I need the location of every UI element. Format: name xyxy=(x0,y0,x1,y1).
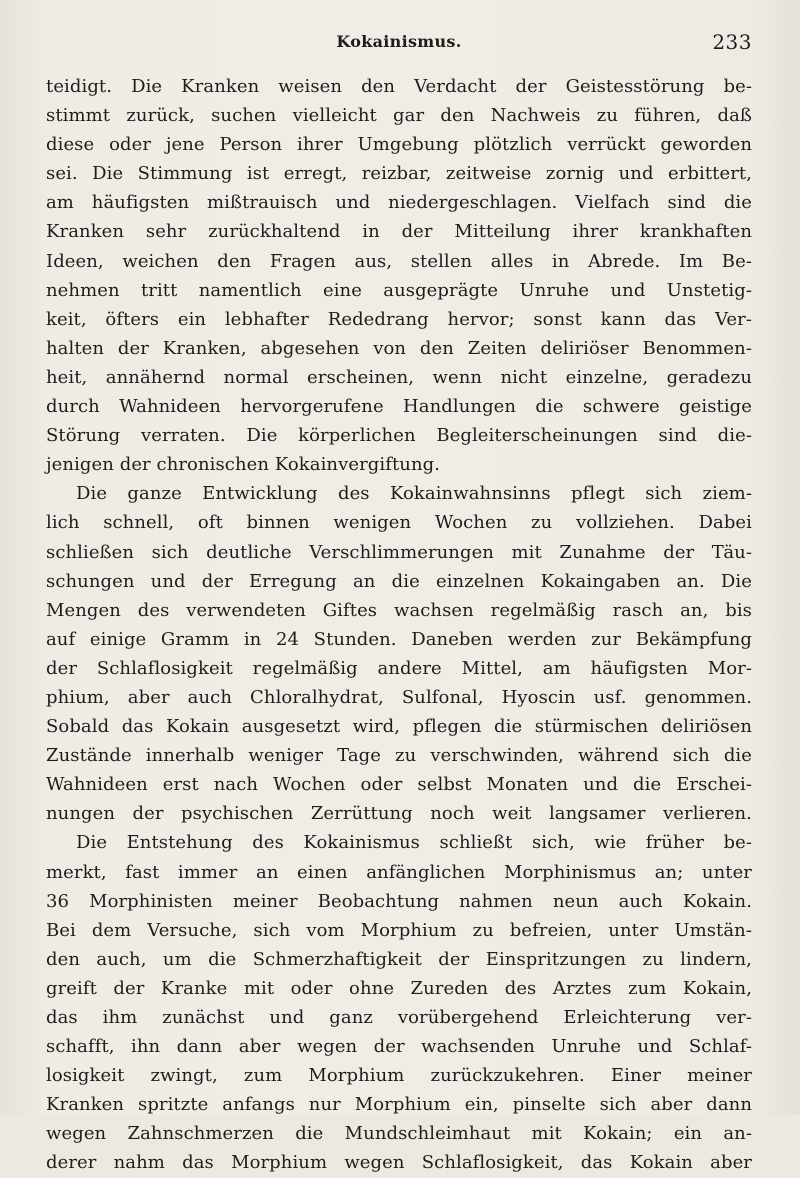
text-line: der Schlaflosigkeit regelmäßig andere Mittel, am häufigsten Mor- xyxy=(46,657,752,679)
text-line: Kranken spritzte anfangs nur Morphium ein, pinselte sich aber dann xyxy=(46,1094,752,1116)
text-line: Sobald das Kokain ausgesetzt wird, pflegen die stürmischen deliriösen xyxy=(46,716,752,738)
text-line: schließen sich deutliche Verschlimmerungen mit Zunahme der Täu- xyxy=(46,541,752,563)
text-line: durch Wahnideen hervorgerufene Handlungen die schwere geistige xyxy=(46,396,752,418)
text-line: sei. Die Stimmung ist erregt, reizbar, zeitweise zornig und erbittert, xyxy=(46,163,752,185)
text-line: lich schnell, oft binnen wenigen Wochen zu vollziehen. Dabei xyxy=(46,512,752,534)
text-line: derer nahm das Morphium wegen Schlaflosigkeit, das Kokain aber xyxy=(46,1152,752,1174)
text-line: 36 Morphinisten meiner Beobachtung nahmen neun auch Kokain. xyxy=(46,890,752,912)
text-line: Ideen, weichen den Fragen aus, stellen alles in Abrede. Im Be- xyxy=(46,250,752,272)
text-line: Wahnideen erst nach Wochen oder selbst Monaten und die Erschei- xyxy=(46,774,752,796)
text-line: auf einige Gramm in 24 Stunden. Daneben werden zur Bekämpfung xyxy=(46,628,752,650)
text-line: phium, aber auch Chloralhydrat, Sulfonal, Hyoscin usf. genommen. xyxy=(46,686,752,708)
text-line: keit, öfters ein lebhafter Rededrang hervor; sonst kann das Ver- xyxy=(46,308,752,330)
text-line: den auch, um die Schmerzhaftigkeit der Einspritzungen zu lindern, xyxy=(46,948,752,970)
text-line: nehmen tritt namentlich eine ausgeprägte Unruhe und Unstetig- xyxy=(46,279,752,301)
text-line: stimmt zurück, suchen vielleicht gar den Nachweis zu führen, daß xyxy=(46,105,752,127)
text-line: greift der Kranke mit oder ohne Zureden des Arztes zum Kokain, xyxy=(46,977,752,999)
text-line: teidigt. Die Kranken weisen den Verdacht der Geistesstörung be- xyxy=(46,76,752,97)
text-line: schungen und der Erregung an die einzelnen Kokaingaben an. Die xyxy=(46,570,752,592)
text-line: merkt, fast immer an einen anfänglichen Morphinismus an; unter xyxy=(46,861,752,883)
paragraph-start-line: Die Entstehung des Kokainismus schließt sich, wie früher be- xyxy=(76,832,752,854)
text-line: halten der Kranken, abgesehen von den Zeiten deliriöser Benommen- xyxy=(46,337,752,359)
text-line: schafft, ihn dann aber wegen der wachsenden Unruhe und Schlaf- xyxy=(46,1036,752,1058)
text-line: heit, annähernd normal erscheinen, wenn nicht einzelne, geradezu xyxy=(46,366,752,388)
running-title: Kokainismus. xyxy=(336,32,462,51)
text-line: Zustände innerhalb weniger Tage zu verschwinden, während sich die xyxy=(46,745,752,767)
text-line: das ihm zunächst und ganz vorübergehend Erleichterung ver- xyxy=(46,1007,752,1028)
text-line: Störung verraten. Die körperlichen Begleiterscheinungen sind die- xyxy=(46,425,752,447)
text-line: jenigen der chronischen Kokainvergiftung. xyxy=(46,454,441,476)
paragraph-start-line: Die ganze Entwicklung des Kokainwahnsinns pflegt sich ziem- xyxy=(76,483,752,505)
text-line: losigkeit zwingt, zum Morphium zurückzukehren. Einer meiner xyxy=(46,1065,752,1087)
text-line: Bei dem Versuche, sich vom Morphium zu befreien, unter Umstän- xyxy=(46,919,752,941)
text-line: Mengen des verwendeten Giftes wachsen regelmäßig rasch an, bis xyxy=(46,599,752,621)
body-text xyxy=(46,72,752,1178)
text-line: wegen Zahnschmerzen die Mundschleimhaut mit Kokain; ein an- xyxy=(46,1123,752,1145)
text-line: diese oder jene Person ihrer Umgebung plötzlich verrückt geworden xyxy=(46,134,752,156)
running-header xyxy=(46,28,752,58)
text-line: Kranken sehr zurückhaltend in der Mitteilung ihrer krankhaften xyxy=(46,221,752,243)
page-number: 233 xyxy=(712,30,752,54)
text-line: am häufigsten mißtrauisch und niedergeschlagen. Vielfach sind die xyxy=(46,192,752,214)
text-line: nungen der psychischen Zerrüttung noch weit langsamer verlieren. xyxy=(46,803,752,825)
